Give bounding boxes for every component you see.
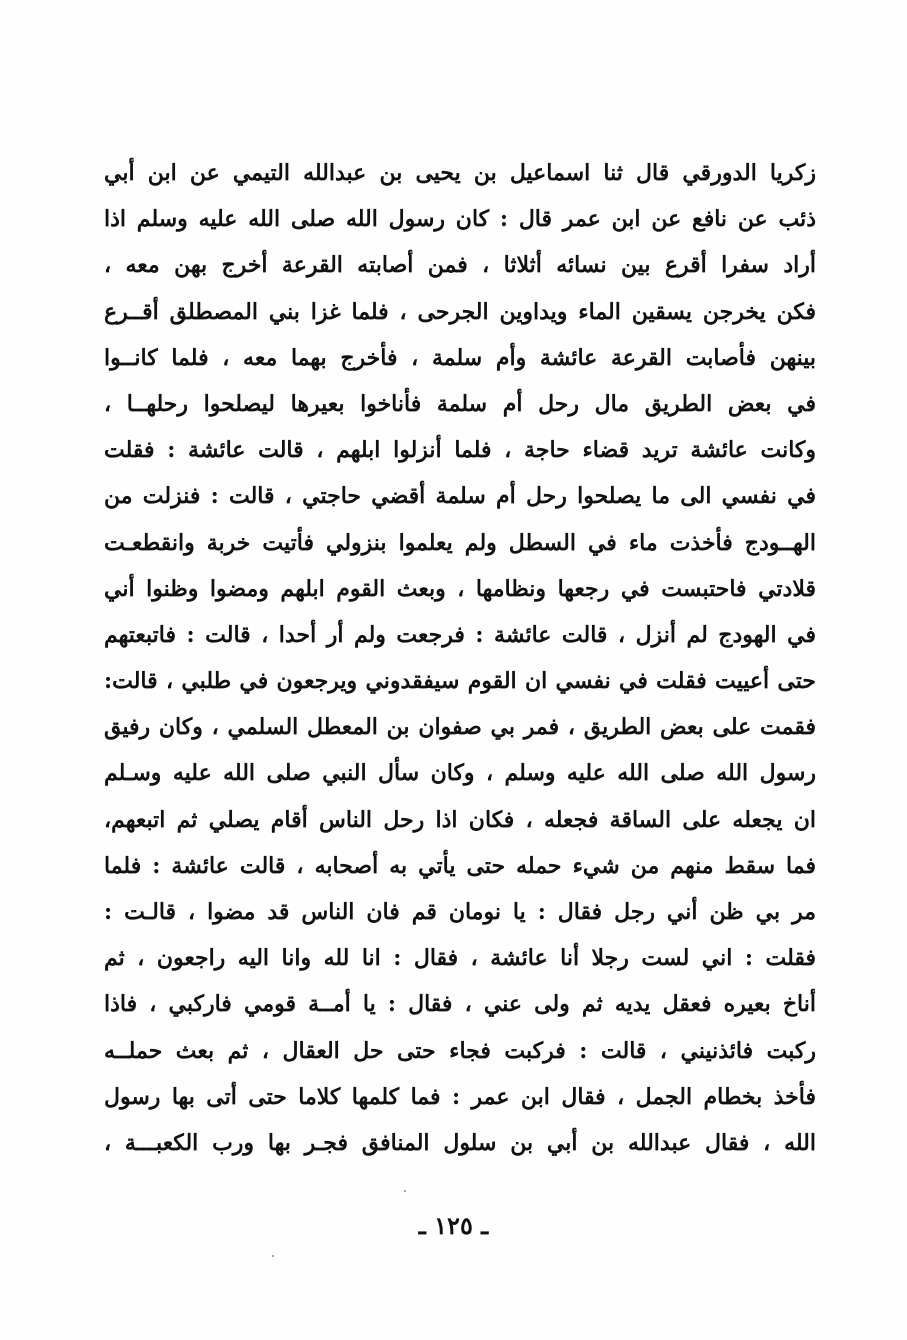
text-line: بينهن فأصابت القرعة عائشة وأم سلمة ، فأخرج بهما معه ، فلما كانــوا — [104, 344, 816, 371]
text-line: قلادتي فاحتبست في رجعها ونظامها ، وبعث القوم ابلهم ومضوا وظنوا أني — [104, 575, 816, 602]
text-line: الهــودج فأخذت ماء في السطل ولم يعلموا بنزولي فأتيت خربة وانقطعـت — [104, 529, 816, 556]
text-line: في الهودج لم أنزل ، قالت عائشة : فرجعت ولم أر أحدا ، قالت : فاتبعتهم — [104, 621, 816, 648]
text-line: فما سقط منهم من شيء حمله حتى يأتي به أصحابه ، قالت عائشة : فلما — [104, 852, 816, 879]
text-line: أناخ بعيره فعقل يديه ثم ولى عني ، فقال : يا أمــة قومي فاركبي ، فاذا — [104, 991, 816, 1018]
scan-speck — [272, 1255, 274, 1257]
text-line: أراد سفرا أقرع بين نسائه أثلاثا ، فمن أصابته القرعة أخرج بهن معه ، — [104, 252, 816, 279]
text-line: حتى أعييت فقلت في نفسي ان القوم سيفقدوني ويرجعون في طلبي ، قالت: — [104, 668, 816, 695]
body-text — [104, 150, 816, 1166]
text-line: ركبت فائذنيني ، قالت : فركبت فجاء حتى حل العقال ، ثم بعث حملــه — [104, 1037, 816, 1064]
scan-speck — [404, 1190, 406, 1192]
text-line: ان يجعله على الساقة فجعله ، فكان اذا رحل الناس أقام يصلي ثم اتبعهم، — [104, 806, 816, 833]
text-line: زكريا الدورقي قال ثنا اسماعيل بن يحيى بن عبدالله التيمي عن ابن أبي — [104, 160, 816, 186]
text-line: فأخذ بخطام الجمل ، فقال ابن عمر : فما كلمها كلاما حتى أتى بها رسول — [104, 1083, 816, 1110]
text-line: الله ، فقال عبدالله بن أبي بن سلول المنافق فجـر بها ورب الكعبـــة ، — [104, 1129, 816, 1156]
text-line: فقلت : اني لست رجلا أنا عائشة ، فقال : انا لله وانا اليه راجعون ، ثم — [104, 945, 816, 972]
text-line: في بعض الطريق مال رحل أم سلمة فأناخوا بعيرها ليصلحوا رحلهــا ، — [104, 390, 817, 417]
page-number: ـ ١٢٥ ـ — [418, 1211, 489, 1240]
text-line: في نفسي الى ما يصلحوا رحل أم سلمة أقضي حاجتي ، قالت : فنزلت من — [104, 483, 816, 510]
text-line: فقمت على بعض الطريق ، فمر بي صفوان بن المعطل السلمي ، وكان رفيق — [104, 714, 816, 741]
text-line: وكانت عائشة تريد قضاء حاجة ، فلما أنزلوا ابلهم ، قالت عائشة : فقلت — [104, 437, 816, 464]
text-line: مر بي ظن أني رجل فقال : يا نومان قم فان الناس قد مضوا ، قالـت : — [104, 899, 816, 925]
text-line: ذئب عن نافع عن ابن عمر قال : كان رسول الله صلى الله عليه وسلم اذا — [104, 206, 816, 233]
text-line: فكن يخرجن يسقين الماء ويداوين الجرحى ، فلما غزا بني المصطلق أقــرع — [104, 298, 816, 325]
text-line: رسول الله صلى الله عليه وسلم ، وكان سأل النبي صلى الله عليه وسـلم — [104, 760, 816, 787]
